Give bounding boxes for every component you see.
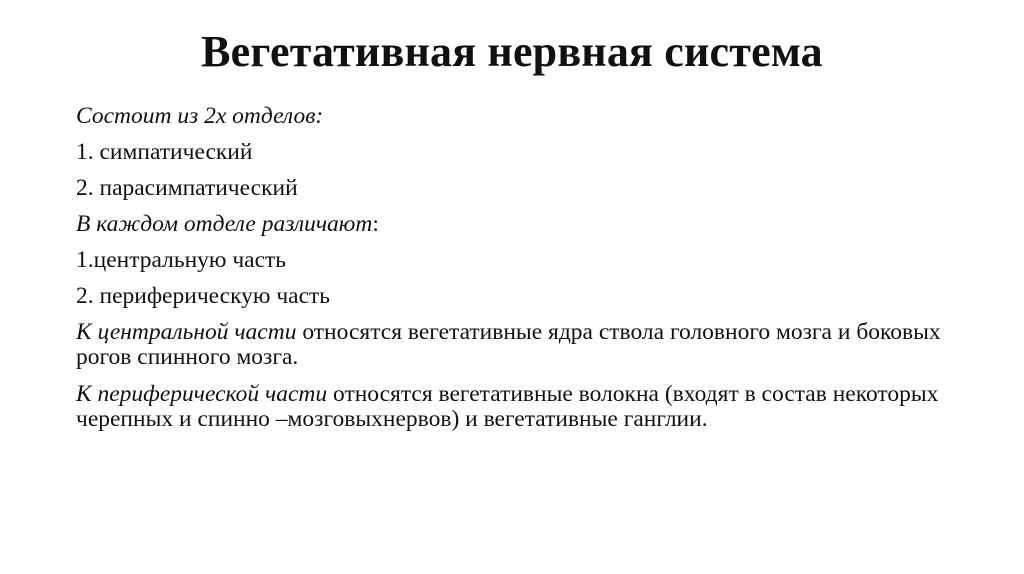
text-paragraph <box>76 320 956 370</box>
text-line <box>76 140 956 165</box>
text-line <box>76 176 956 201</box>
plain-text: : <box>372 211 379 237</box>
plain-text: относятся вегетативные волокна (входят в состав некоторых черепных и спинно –мозговыхнервов) и вегетативные ганглии. <box>76 381 939 432</box>
plain-text: 2. периферическую часть <box>76 283 331 309</box>
text-line <box>76 284 956 309</box>
plain-text: 1. симпатический <box>76 139 253 165</box>
italic-text: Состоит из 2х отделов: <box>76 103 324 129</box>
text-line <box>76 104 956 129</box>
plain-text: 1.центральную часть <box>76 247 287 273</box>
italic-text: К центральной части <box>76 319 297 345</box>
text-line <box>76 212 956 237</box>
italic-text: К периферической части <box>76 381 328 407</box>
slide-title: Вегетативная нервная система <box>201 27 823 76</box>
text-paragraph <box>76 382 956 432</box>
italic-text: В каждом отделе различают <box>76 211 373 237</box>
slide-body <box>76 104 956 444</box>
plain-text: относятся вегетативные ядра ствола головного мозга и боковых рогов спинного мозга. <box>76 319 941 370</box>
text-line <box>76 248 956 273</box>
plain-text: 2. парасимпатический <box>76 175 298 201</box>
